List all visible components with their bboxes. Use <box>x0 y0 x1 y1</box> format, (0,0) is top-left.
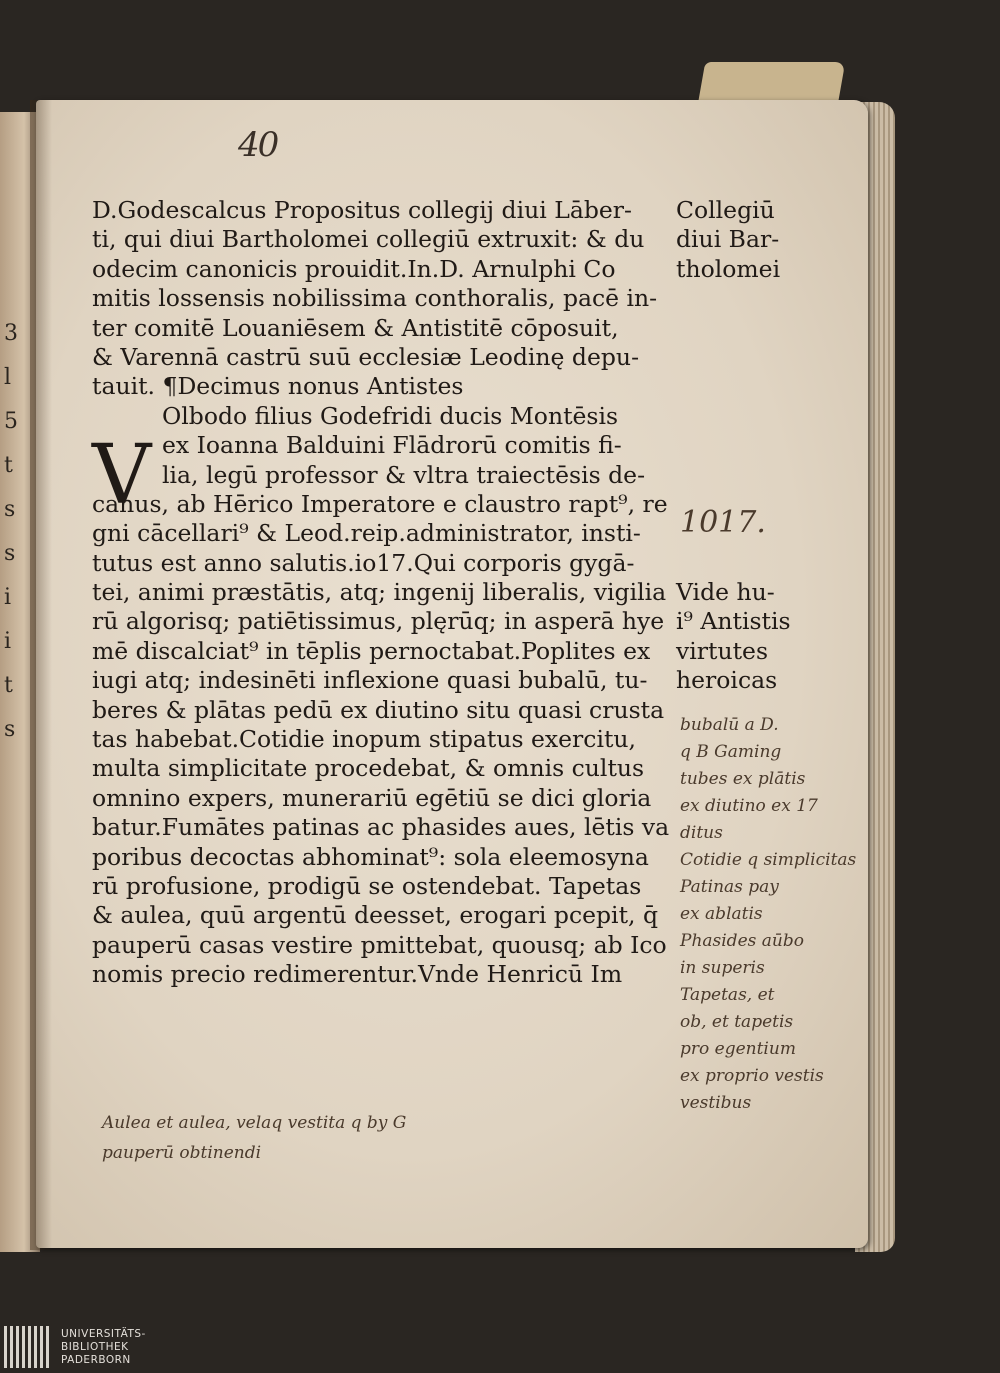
margin-note-vide <box>676 578 791 696</box>
text-line: beres & plātas pedū ex diutino situ quasi crusta <box>92 695 665 724</box>
text-line: rū profusione, prodigū se ostendebat. Tapetas <box>92 871 642 900</box>
margin-line: tholomei <box>676 254 781 283</box>
text-line: odecim canonicis prouidit.In.D. Arnulphi Co <box>92 254 616 283</box>
text-line: omnino expers, munerariū egētiū se dici gloria <box>92 783 652 812</box>
hand-line: ditus <box>680 823 723 843</box>
logo-bars-icon <box>4 1326 49 1368</box>
margin-note-collegium <box>676 196 780 284</box>
drop-capital: V <box>92 428 152 523</box>
spine-shadow <box>30 100 52 1250</box>
margin-line: heroicas <box>676 666 778 695</box>
margin-line: Vide hu- <box>676 578 775 606</box>
margin-line: virtutes <box>676 636 769 665</box>
text-line: gni cācellari⁹ & Leod.reip.administrator, insti- <box>92 519 641 548</box>
left-fragment: t <box>4 453 13 478</box>
text-line: rū algorisq; patiētissimus, plęrūq; in asperā hye <box>92 607 665 636</box>
text-line: D.Godescalcus Propositus collegij diui Lāber- <box>92 196 632 224</box>
text-line: lia, legū professor & vltra traiectēsis de- <box>162 460 646 489</box>
left-fragment: s <box>4 717 16 742</box>
text-line: iugi atq; indesinēti inflexione quasi bubalū, tu- <box>92 666 648 695</box>
hand-line: ob, et tapetis <box>680 1012 794 1032</box>
hand-line: bubalū a D. <box>680 715 779 735</box>
left-fragment: 3 <box>4 321 18 346</box>
logo-line: PADERBORN <box>61 1353 131 1366</box>
text-line: ter comitē Louaniēsem & Antistitē cōposuit, <box>92 313 619 342</box>
hand-line: Aulea et aulea, velaq vestita q by G <box>102 1113 407 1133</box>
hand-line: vestibus <box>680 1093 752 1113</box>
library-logo <box>0 1321 260 1373</box>
left-fragment: s <box>4 541 16 566</box>
text-line: ti, qui diui Bartholomei collegiū extruxit: & du <box>92 225 645 254</box>
text-line: multa simplicitate procedebat, & omnis cultus <box>92 754 645 783</box>
left-fragment: 5 <box>4 409 18 434</box>
hand-line: Patinas pay <box>680 877 779 897</box>
left-fragment: i <box>4 585 12 610</box>
handwritten-folio-number: 40 <box>238 125 278 165</box>
text-line: tei, animi præstātis, atq; ingenij liberalis, vigilia <box>92 578 667 607</box>
text-line: mitis lossensis nobilissima conthoralis, pacē in- <box>92 284 658 313</box>
logo-line: BIBLIOTHEK <box>61 1340 129 1353</box>
margin-line: Collegiū <box>676 196 775 224</box>
logo-text <box>61 1328 146 1367</box>
text-line: & aulea, quū argentū deesset, erogari pcepit, q̄ <box>92 901 658 930</box>
hand-line: tubes ex plātis <box>680 769 806 789</box>
margin-line: diui Bar- <box>676 225 780 254</box>
text-line: tauit. ¶Decimus nonus Antistes <box>92 372 464 401</box>
hand-line: Phasides aūbo <box>680 931 804 951</box>
handwritten-year: 1017. <box>680 505 766 540</box>
handwritten-bottom-note <box>102 1108 406 1168</box>
logo-line: UNIVERSITÄTS- <box>61 1327 146 1340</box>
text-line: tutus est anno salutis.io17.Qui corporis gygā- <box>92 548 635 577</box>
hand-line: ex ablatis <box>680 904 763 924</box>
hand-line: Tapetas, et <box>680 985 775 1005</box>
text-line: pauperū casas vestire pmittebat, quousq; ab Ico <box>92 930 667 959</box>
left-fragment: s <box>4 497 16 522</box>
hand-line: ex diutino ex 17 <box>680 796 818 816</box>
hand-line: in superis <box>680 958 765 978</box>
hand-line: q B Gaming <box>680 742 782 762</box>
hand-line: pro egentium <box>680 1039 796 1059</box>
text-line: batur.Fumātes patinas ac phasides aues, lētis va <box>92 813 670 842</box>
left-fragment: l <box>4 365 12 390</box>
text-line: ex Ioanna Balduini Flādrorū comitis fi- <box>162 431 622 460</box>
hand-line: pauperū obtinendi <box>102 1143 262 1163</box>
hand-line: Cotidie q simplicitas <box>680 850 857 870</box>
text-line: tas habebat.Cotidie inopum stipatus exercitu, <box>92 725 637 754</box>
left-fragment: t <box>4 673 13 698</box>
handwritten-margin-notes <box>680 712 856 1117</box>
text-line: canus, ab Hērico Imperatore e claustro rapt⁹, re <box>92 489 668 518</box>
main-text-block <box>92 196 678 990</box>
text-line: mē discalciat⁹ in tēplis pernoctabat.Poplites ex <box>92 636 651 665</box>
text-line: poribus decoctas abhominat⁹: sola eleemosyna <box>92 842 649 871</box>
text-line: & Varennā castrū suū ecclesiæ Leodinę depu- <box>92 342 640 371</box>
text-line: nomis precio redimerentur.Vnde Henricū Im <box>92 960 623 989</box>
margin-line: i⁹ Antistis <box>676 607 791 636</box>
left-fragment: i <box>4 629 12 654</box>
hand-line: ex proprio vestis <box>680 1066 824 1086</box>
text-line: Olbodo filius Godefridi ducis Montēsis <box>162 401 619 430</box>
